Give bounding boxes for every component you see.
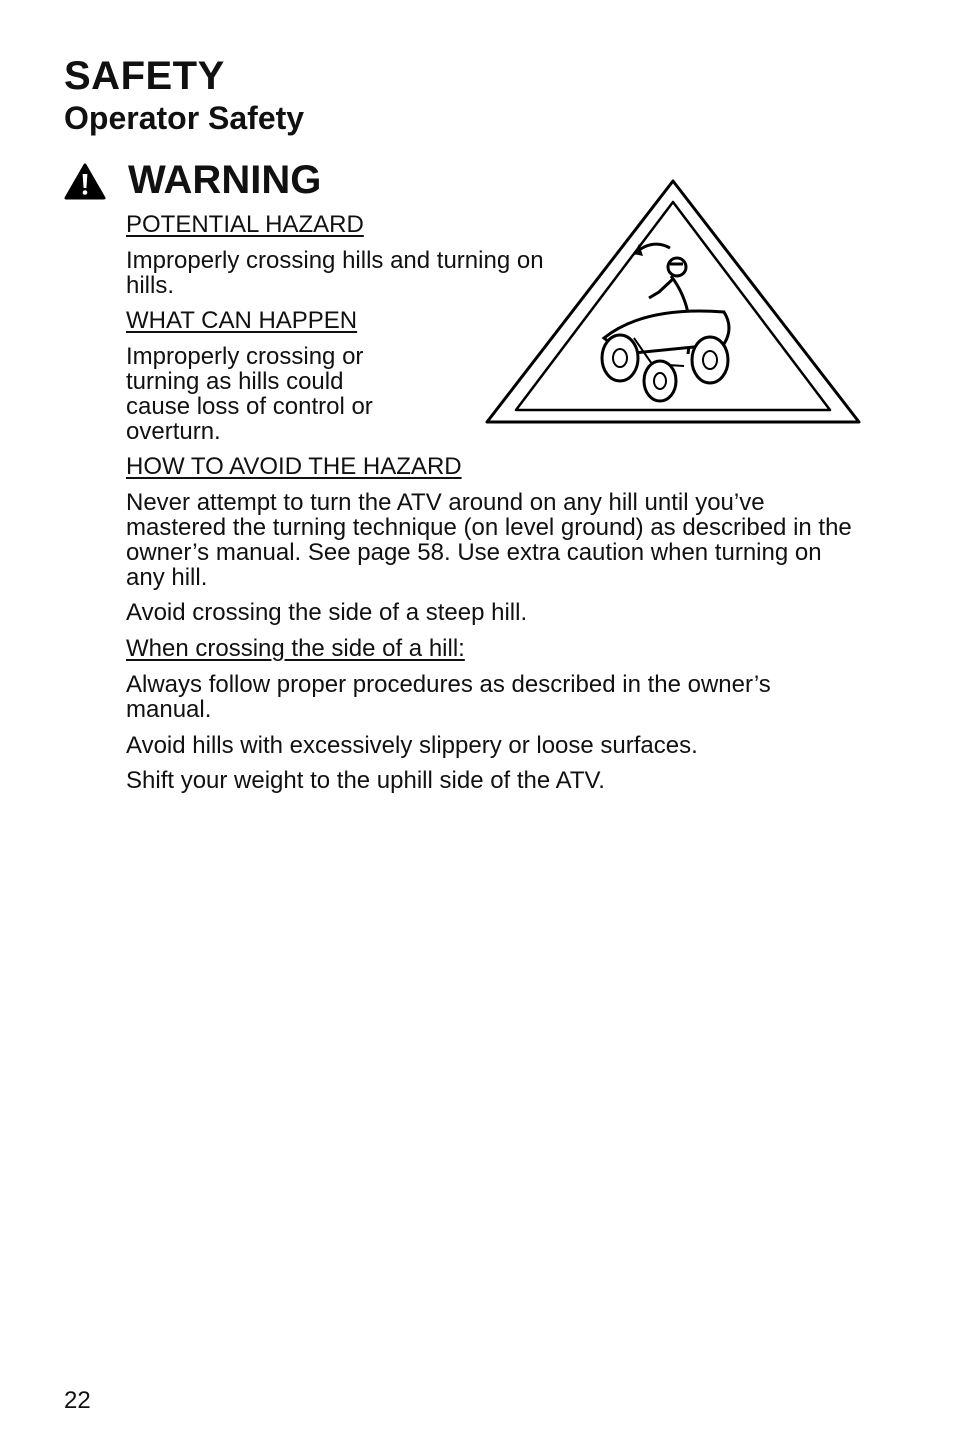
atv-rider-on-hill-icon	[484, 178, 862, 430]
warning-heading: WARNING	[128, 158, 322, 202]
what-can-happen-label: WHAT CAN HAPPEN	[126, 307, 358, 334]
potential-hazard-label: POTENTIAL HAZARD	[126, 211, 364, 238]
how-to-avoid-text: Never attempt to turn the ATV around on any hill until you’ve mastered the turning technique (on level ground) as described in the owner’s manual. See page 58. Use extra caution when turning on any hill.	[126, 489, 852, 591]
always-follow-text: Always follow proper procedures as described in the owner’s manual.	[126, 671, 771, 723]
how-to-avoid-label: HOW TO AVOID THE HAZARD	[126, 453, 462, 480]
when-crossing-label: When crossing the side of a hill:	[126, 635, 465, 662]
what-can-happen-text: Improperly crossing or turning as hills could cause loss of control or overturn.	[126, 343, 373, 445]
potential-hazard-text: Improperly crossing hills and turning on hills.	[126, 247, 544, 299]
subsection-title: Operator Safety	[64, 100, 305, 136]
section-title: SAFETY	[64, 54, 225, 98]
shift-weight-text: Shift your weight to the uphill side of the ATV.	[126, 767, 605, 794]
avoid-crossing-text: Avoid crossing the side of a steep hill.	[126, 599, 528, 626]
avoid-hills-text: Avoid hills with excessively slippery or loose surfaces.	[126, 732, 698, 759]
page-number: 22	[64, 1387, 91, 1414]
warning-triangle-icon	[64, 163, 106, 201]
